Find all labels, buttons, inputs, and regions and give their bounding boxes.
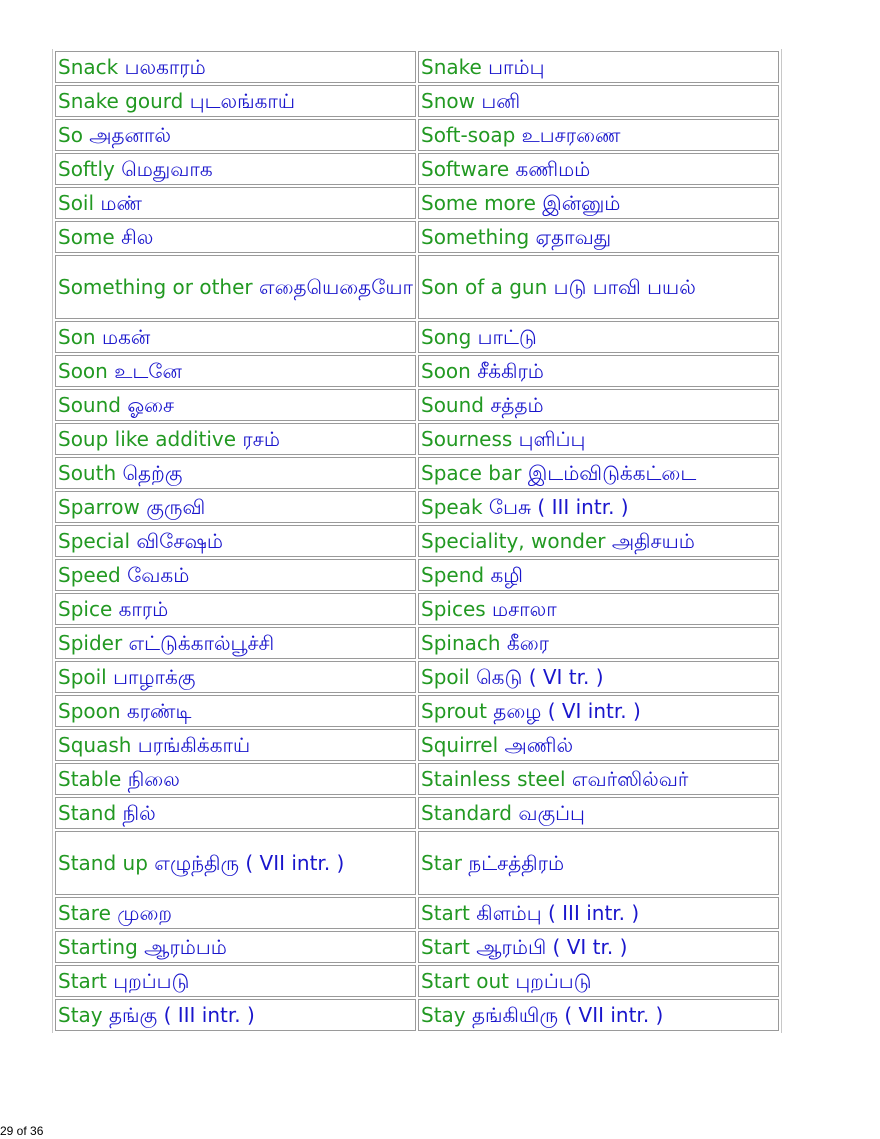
english-word: Speciality, wonder	[421, 529, 606, 553]
english-word: South	[58, 461, 117, 485]
english-word: Software	[421, 157, 510, 181]
english-word: Speak	[421, 495, 483, 519]
tamil-meaning: உபசரணை	[521, 123, 621, 147]
tamil-meaning: கிளம்பு	[476, 901, 542, 925]
tamil-meaning: எவர்ஸில்வர்	[571, 767, 689, 791]
dictionary-entry	[418, 491, 779, 523]
english-word: Stable	[58, 767, 122, 791]
dictionary-entry	[55, 593, 416, 625]
tamil-meaning: முறை	[117, 901, 172, 925]
english-word: Special	[58, 529, 131, 553]
english-word: Soon	[58, 359, 108, 383]
english-word: Spend	[421, 563, 485, 587]
dictionary-entry	[418, 763, 779, 795]
tamil-meaning: எதையெதையோ	[258, 275, 414, 299]
dictionary-entry	[55, 729, 416, 761]
english-word: Snack	[58, 55, 119, 79]
english-word: Softly	[58, 157, 115, 181]
dictionary-entry	[418, 931, 779, 963]
dictionary-entry	[418, 897, 779, 929]
dictionary-entry	[55, 153, 416, 185]
tamil-meaning: ஆரம்பி	[476, 935, 547, 959]
dictionary-entry	[418, 627, 779, 659]
tamil-meaning: தங்கியிரு	[472, 1003, 558, 1027]
english-word: Soon	[421, 359, 471, 383]
tamil-meaning: எழுந்திரு	[154, 851, 239, 875]
dictionary-entry	[418, 525, 779, 557]
dictionary-entry	[55, 51, 416, 83]
english-word: Spoon	[58, 699, 121, 723]
grammar-note: ( VII intr. )	[564, 1003, 664, 1027]
grammar-note: ( III intr. )	[548, 901, 640, 925]
english-word: Spice	[58, 597, 113, 621]
english-word: Something	[421, 225, 530, 249]
dictionary-entry	[55, 763, 416, 795]
tamil-meaning: பாட்டு	[477, 325, 537, 349]
tamil-meaning: பேசு	[488, 495, 532, 519]
table-row	[55, 423, 779, 455]
dictionary-entry	[55, 255, 416, 319]
grammar-note: ( VI intr. )	[547, 699, 641, 723]
dictionary-entry	[418, 355, 779, 387]
dictionary-entry	[55, 423, 416, 455]
table-row	[55, 457, 779, 489]
tamil-meaning: புடலங்காய்	[189, 89, 296, 113]
tamil-meaning: புளிப்பு	[518, 427, 586, 451]
tamil-meaning: உடனே	[114, 359, 182, 383]
english-word: Song	[421, 325, 472, 349]
dictionary-entry	[55, 221, 416, 253]
english-word: So	[58, 123, 83, 147]
dictionary-entry	[55, 965, 416, 997]
dictionary-entry	[418, 423, 779, 455]
tamil-meaning: மண்	[100, 191, 142, 215]
english-word: Stand	[58, 801, 117, 825]
tamil-meaning: பாம்பு	[488, 55, 545, 79]
table-row	[55, 729, 779, 761]
dictionary-entry	[418, 999, 779, 1031]
english-word: Stay	[421, 1003, 466, 1027]
tamil-meaning: நிலை	[127, 767, 180, 791]
dictionary-entry	[55, 695, 416, 727]
dictionary-entry	[418, 389, 779, 421]
tamil-meaning: பனி	[481, 89, 521, 113]
dictionary-entry	[55, 119, 416, 151]
tamil-meaning: சத்தம்	[490, 393, 544, 417]
tamil-meaning: இடம்விடுக்கட்டை	[527, 461, 697, 485]
table-row	[55, 491, 779, 523]
tamil-meaning: கணிமம்	[515, 157, 591, 181]
tamil-meaning: பலகாரம்	[124, 55, 206, 79]
dictionary-entry	[55, 797, 416, 829]
dictionary-entry	[55, 355, 416, 387]
english-word: Star	[421, 851, 463, 875]
table-row	[55, 355, 779, 387]
english-word: Soup like additive	[58, 427, 237, 451]
dictionary-entry	[55, 187, 416, 219]
english-word: Speed	[58, 563, 121, 587]
table-row	[55, 695, 779, 727]
english-word: Son	[58, 325, 96, 349]
dictionary-entry	[418, 457, 779, 489]
english-word: Something or other	[58, 275, 253, 299]
english-word: Son of a gun	[421, 275, 548, 299]
tamil-meaning: பாழாக்கு	[113, 665, 196, 689]
english-word: Space bar	[421, 461, 522, 485]
table-row	[55, 999, 779, 1031]
english-word: Some	[58, 225, 115, 249]
dictionary-entry	[55, 85, 416, 117]
tamil-meaning: அணில்	[504, 733, 574, 757]
table-row	[55, 85, 779, 117]
dictionary-entry	[55, 627, 416, 659]
english-word: Spider	[58, 631, 123, 655]
dictionary-entry	[55, 457, 416, 489]
dictionary-entry	[55, 525, 416, 557]
english-word: Start	[421, 901, 470, 925]
tamil-meaning: கெடு	[476, 665, 523, 689]
dictionary-entry	[418, 729, 779, 761]
table-row	[55, 593, 779, 625]
dictionary-entry	[418, 831, 779, 895]
english-word: Snake	[421, 55, 482, 79]
english-word: Sparrow	[58, 495, 140, 519]
tamil-meaning: மசாலா	[492, 597, 557, 621]
dictionary-entry	[418, 221, 779, 253]
tamil-meaning: படு பாவி பயல்	[553, 275, 696, 299]
table-row	[55, 797, 779, 829]
dictionary-entry	[418, 797, 779, 829]
dictionary-entry	[418, 85, 779, 117]
grammar-note: ( VI tr. )	[528, 665, 604, 689]
english-word: Spoil	[421, 665, 470, 689]
english-word: Some more	[421, 191, 536, 215]
english-word: Stay	[58, 1003, 103, 1027]
english-word: Spinach	[421, 631, 501, 655]
dictionary-table	[52, 49, 782, 1033]
english-word: Start out	[421, 969, 509, 993]
table-row	[55, 255, 779, 319]
english-word: Start	[421, 935, 470, 959]
tamil-meaning: இன்னும்	[542, 191, 621, 215]
table-row	[55, 897, 779, 929]
tamil-meaning: ஓசை	[127, 393, 175, 417]
english-word: Stainless steel	[421, 767, 566, 791]
english-word: Squash	[58, 733, 132, 757]
page-number: 29 of 36	[0, 1124, 44, 1138]
tamil-meaning: தெற்கு	[122, 461, 183, 485]
dictionary-body	[55, 51, 779, 1031]
english-word: Start	[58, 969, 107, 993]
table-row	[55, 831, 779, 895]
tamil-meaning: சீக்கிரம்	[477, 359, 544, 383]
tamil-meaning: அதிசயம்	[611, 529, 695, 553]
english-word: Standard	[421, 801, 512, 825]
english-word: Sound	[421, 393, 484, 417]
table-row	[55, 763, 779, 795]
dictionary-entry	[418, 559, 779, 591]
english-word: Sprout	[421, 699, 487, 723]
tamil-meaning: கழி	[490, 563, 523, 587]
table-row	[55, 51, 779, 83]
grammar-note: ( III intr. )	[537, 495, 629, 519]
english-word: Squirrel	[421, 733, 499, 757]
english-word: Soil	[58, 191, 95, 215]
table-row	[55, 153, 779, 185]
tamil-meaning: காரம்	[118, 597, 169, 621]
tamil-meaning: அதனால்	[89, 123, 171, 147]
tamil-meaning: விசேஷம்	[136, 529, 223, 553]
tamil-meaning: நட்சத்திரம்	[468, 851, 565, 875]
tamil-meaning: கரண்டி	[126, 699, 192, 723]
dictionary-entry	[55, 491, 416, 523]
dictionary-entry	[418, 965, 779, 997]
english-word: Starting	[58, 935, 138, 959]
dictionary-entry	[418, 695, 779, 727]
tamil-meaning: பரங்கிக்காய்	[137, 733, 251, 757]
dictionary-entry	[55, 999, 416, 1031]
tamil-meaning: தங்கு	[109, 1003, 158, 1027]
tamil-meaning: நில்	[122, 801, 156, 825]
tamil-meaning: கீரை	[506, 631, 549, 655]
tamil-meaning: ஏதாவது	[535, 225, 612, 249]
english-word: Spices	[421, 597, 486, 621]
tamil-meaning: ரசம்	[242, 427, 280, 451]
grammar-note: ( III intr. )	[163, 1003, 255, 1027]
dictionary-entry	[418, 661, 779, 693]
english-word: Spoil	[58, 665, 107, 689]
tamil-meaning: குருவி	[146, 495, 206, 519]
dictionary-entry	[418, 321, 779, 353]
table-row	[55, 119, 779, 151]
table-row	[55, 559, 779, 591]
tamil-meaning: புறப்படு	[113, 969, 190, 993]
dictionary-entry	[55, 831, 416, 895]
table-row	[55, 627, 779, 659]
dictionary-entry	[55, 897, 416, 929]
english-word: Snake gourd	[58, 89, 184, 113]
english-word: Sound	[58, 393, 121, 417]
table-row	[55, 525, 779, 557]
dictionary-entry	[418, 119, 779, 151]
dictionary-entry	[418, 187, 779, 219]
english-word: Soft-soap	[421, 123, 516, 147]
tamil-meaning: தழை	[493, 699, 542, 723]
table-row	[55, 965, 779, 997]
dictionary-entry	[55, 559, 416, 591]
tamil-meaning: மெதுவாக	[121, 157, 213, 181]
dictionary-entry	[418, 255, 779, 319]
dictionary-entry	[55, 661, 416, 693]
table-row	[55, 931, 779, 963]
table-row	[55, 221, 779, 253]
table-row	[55, 187, 779, 219]
dictionary-entry	[418, 51, 779, 83]
tamil-meaning: ஆரம்பம்	[144, 935, 227, 959]
table-row	[55, 661, 779, 693]
english-word: Sourness	[421, 427, 513, 451]
grammar-note: ( VI tr. )	[552, 935, 628, 959]
tamil-meaning: மகன்	[101, 325, 151, 349]
tamil-meaning: சில	[121, 225, 154, 249]
tamil-meaning: புறப்படு	[515, 969, 592, 993]
tamil-meaning: வகுப்பு	[518, 801, 585, 825]
tamil-meaning: எட்டுக்கால்பூச்சி	[128, 631, 275, 655]
table-row	[55, 389, 779, 421]
english-word: Stand up	[58, 851, 148, 875]
dictionary-entry	[55, 931, 416, 963]
grammar-note: ( VII intr. )	[245, 851, 345, 875]
dictionary-entry	[55, 321, 416, 353]
dictionary-entry	[55, 389, 416, 421]
dictionary-entry	[418, 153, 779, 185]
table-row	[55, 321, 779, 353]
english-word: Stare	[58, 901, 111, 925]
tamil-meaning: வேகம்	[127, 563, 190, 587]
english-word: Snow	[421, 89, 475, 113]
dictionary-entry	[418, 593, 779, 625]
